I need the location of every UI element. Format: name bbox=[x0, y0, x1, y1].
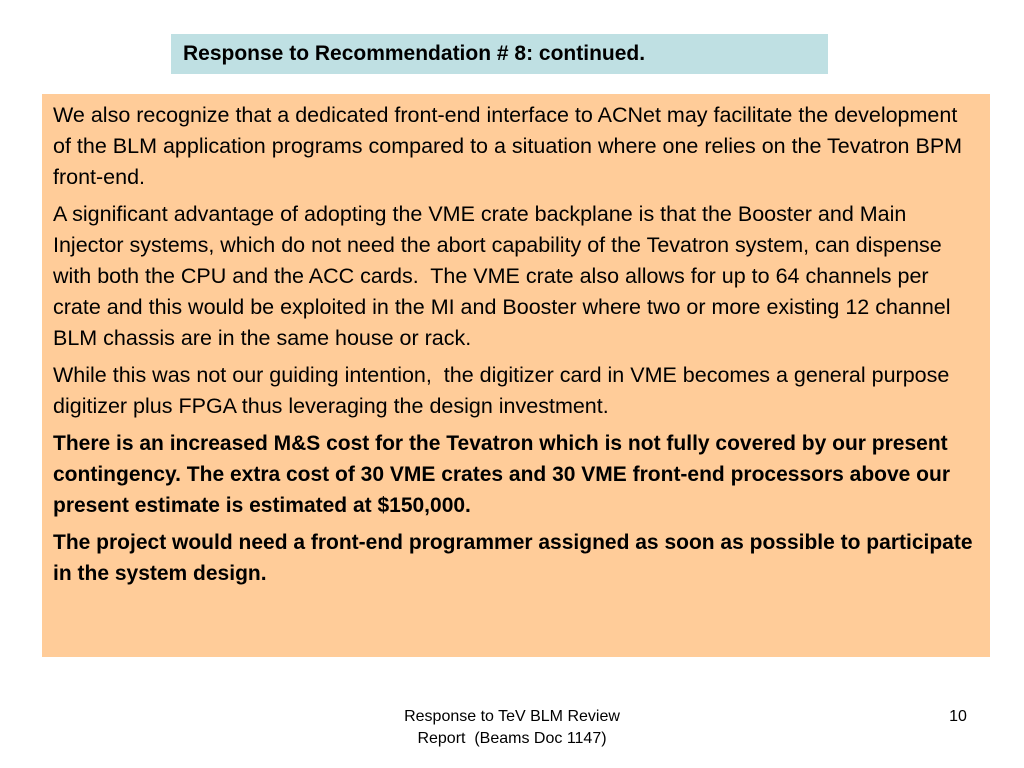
page-number: 10 bbox=[949, 708, 967, 725]
paragraph-acnet-interface: We also recognize that a dedicated front-end interface to ACNet may facilitate the development of the BLM application programs compared to a situation where one relies on the Tevatron BPM front-end. bbox=[53, 103, 969, 189]
paragraph-digitizer-card: While this was not our guiding intention, the digitizer card in VME becomes a general purpose digitizer plus FPGA thus leveraging the design investment. bbox=[53, 363, 956, 418]
paragraph-vme-advantage: A significant advantage of adopting the VME crate backplane is that the Booster and Main Injector systems, which do not need the abort capability of the Tevatron system, can dispense with both the CPU and the ACC cards. The VME crate also allows for up to 64 channels per crate and this would be exploited in the MI and Booster where two or more existing 12 channel BLM chassis are in the same house or rack. bbox=[53, 202, 957, 350]
paragraph-ms-cost: There is an increased M&S cost for the Tevatron which is not fully covered by our present contingency. The extra cost of 30 VME crates and 30 VME front-end processors above our present estimate is estimated at $150,000. bbox=[53, 432, 956, 517]
footer-line-2: Report (Beams Doc 1147) bbox=[417, 730, 607, 747]
footer-caption bbox=[352, 706, 672, 750]
slide-content-box bbox=[42, 94, 990, 657]
footer-line-1: Response to TeV BLM Review bbox=[404, 708, 620, 725]
paragraph-programmer-need: The project would need a front-end programmer assigned as soon as possible to participate in the system design. bbox=[53, 531, 979, 585]
slide-title: Response to Recommendation # 8: continued. bbox=[183, 42, 646, 65]
slide-title-box bbox=[171, 34, 828, 74]
